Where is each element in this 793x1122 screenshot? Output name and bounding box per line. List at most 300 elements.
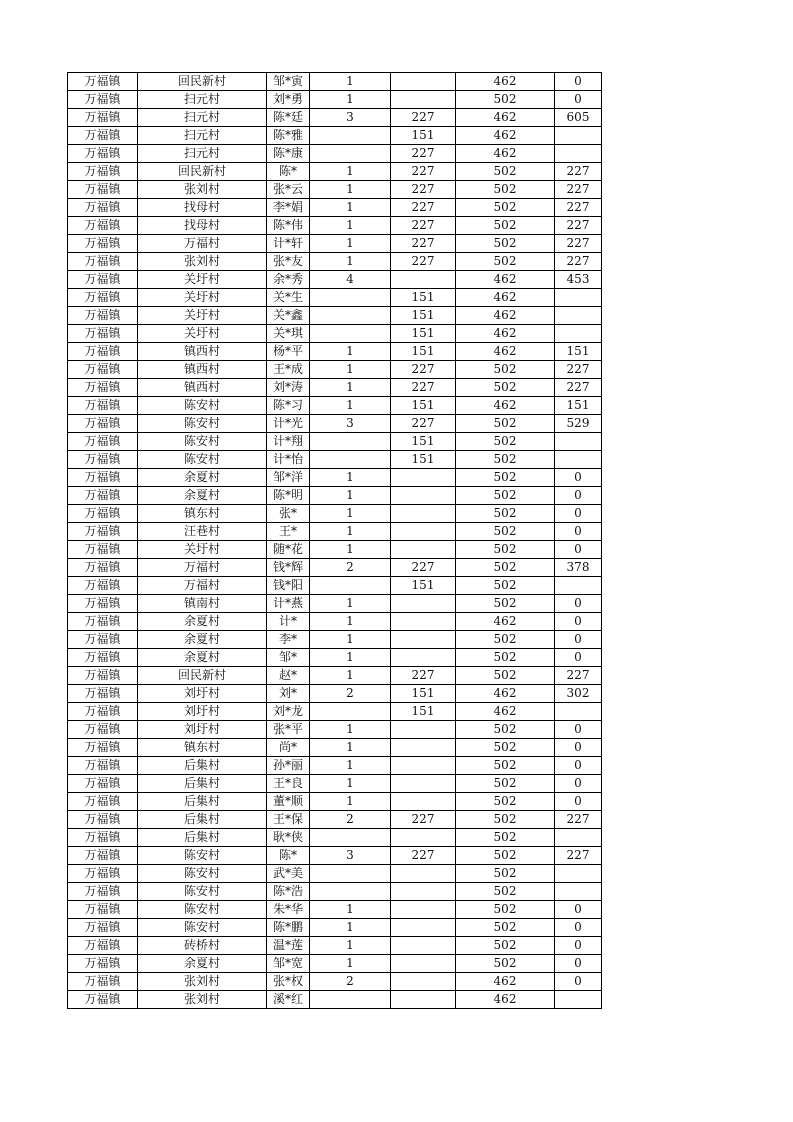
cell-name: 陈*明 [267,487,310,505]
cell-value-b: 462 [456,73,555,91]
cell-value-a: 151 [391,451,456,469]
cell-value-b: 502 [456,523,555,541]
cell-total: 0 [555,91,602,109]
cell-name: 关*生 [267,289,310,307]
cell-value-b: 502 [456,91,555,109]
cell-count: 1 [310,955,391,973]
cell-village: 后集村 [138,775,267,793]
cell-count: 1 [310,595,391,613]
cell-village: 关圩村 [138,271,267,289]
cell-total: 0 [555,739,602,757]
table-row [68,145,602,163]
table-row [68,541,602,559]
cell-town: 万福镇 [68,523,138,541]
cell-value-b: 502 [456,379,555,397]
cell-total: 302 [555,685,602,703]
table-row [68,487,602,505]
cell-town: 万福镇 [68,379,138,397]
table-row [68,163,602,181]
cell-total [555,865,602,883]
cell-town: 万福镇 [68,235,138,253]
cell-village: 余夏村 [138,487,267,505]
cell-value-b: 462 [456,685,555,703]
cell-total: 227 [555,235,602,253]
cell-name: 计*燕 [267,595,310,613]
cell-value-a [391,937,456,955]
cell-name: 张*友 [267,253,310,271]
cell-village: 回民新村 [138,163,267,181]
cell-name: 赵* [267,667,310,685]
cell-value-a [391,73,456,91]
cell-count: 3 [310,415,391,433]
cell-town: 万福镇 [68,325,138,343]
cell-count: 1 [310,397,391,415]
cell-value-b: 502 [456,847,555,865]
cell-town: 万福镇 [68,577,138,595]
cell-value-b: 502 [456,469,555,487]
table-row [68,199,602,217]
cell-town: 万福镇 [68,595,138,613]
cell-name: 钱*阳 [267,577,310,595]
cell-village: 后集村 [138,757,267,775]
cell-village: 镇东村 [138,505,267,523]
table-row [68,73,602,91]
cell-value-a: 151 [391,307,456,325]
cell-value-a: 227 [391,559,456,577]
cell-value-b: 502 [456,451,555,469]
cell-value-b: 502 [456,883,555,901]
cell-value-b: 502 [456,595,555,613]
cell-name: 张*云 [267,181,310,199]
cell-town: 万福镇 [68,793,138,811]
cell-total: 0 [555,721,602,739]
cell-value-a [391,91,456,109]
cell-total: 0 [555,505,602,523]
cell-value-a: 227 [391,847,456,865]
cell-count: 2 [310,685,391,703]
cell-count: 3 [310,847,391,865]
cell-count: 1 [310,793,391,811]
cell-name: 温*莲 [267,937,310,955]
cell-value-a [391,271,456,289]
cell-name: 陈*廷 [267,109,310,127]
cell-count: 1 [310,901,391,919]
cell-village: 扫元村 [138,91,267,109]
cell-name: 随*花 [267,541,310,559]
cell-value-a: 227 [391,199,456,217]
cell-total [555,289,602,307]
cell-village: 关圩村 [138,325,267,343]
cell-town: 万福镇 [68,127,138,145]
cell-name: 刘*涛 [267,379,310,397]
cell-village: 张刘村 [138,973,267,991]
cell-value-a [391,505,456,523]
cell-name: 陈*浩 [267,883,310,901]
table-row [68,469,602,487]
cell-town: 万福镇 [68,613,138,631]
cell-name: 孙*丽 [267,757,310,775]
cell-value-a [391,487,456,505]
cell-value-b: 502 [456,829,555,847]
cell-count: 1 [310,73,391,91]
cell-village: 余夏村 [138,649,267,667]
cell-village: 镇西村 [138,379,267,397]
cell-town: 万福镇 [68,919,138,937]
cell-town: 万福镇 [68,181,138,199]
table-row [68,919,602,937]
cell-village: 万福村 [138,577,267,595]
cell-town: 万福镇 [68,631,138,649]
cell-count: 1 [310,235,391,253]
cell-count: 1 [310,541,391,559]
cell-count: 1 [310,757,391,775]
cell-value-b: 502 [456,757,555,775]
cell-count [310,289,391,307]
cell-value-b: 502 [456,199,555,217]
cell-village: 回民新村 [138,667,267,685]
cell-value-b: 502 [456,181,555,199]
cell-value-a [391,973,456,991]
cell-total: 151 [555,397,602,415]
cell-count [310,433,391,451]
cell-village: 后集村 [138,811,267,829]
cell-value-b: 502 [456,955,555,973]
cell-town: 万福镇 [68,289,138,307]
cell-village: 张刘村 [138,253,267,271]
cell-total [555,451,602,469]
cell-total [555,145,602,163]
cell-village: 余夏村 [138,631,267,649]
cell-total: 378 [555,559,602,577]
cell-value-a: 227 [391,235,456,253]
cell-count: 1 [310,343,391,361]
cell-name: 刘*龙 [267,703,310,721]
cell-value-b: 462 [456,109,555,127]
cell-total: 529 [555,415,602,433]
cell-value-b: 502 [456,361,555,379]
cell-name: 刘*勇 [267,91,310,109]
cell-town: 万福镇 [68,721,138,739]
cell-count: 1 [310,631,391,649]
cell-count: 2 [310,811,391,829]
cell-value-b: 502 [456,217,555,235]
cell-village: 陈安村 [138,847,267,865]
cell-count: 3 [310,109,391,127]
cell-value-b: 462 [456,973,555,991]
cell-town: 万福镇 [68,271,138,289]
cell-value-b: 502 [456,163,555,181]
cell-count: 1 [310,739,391,757]
cell-total: 227 [555,163,602,181]
cell-value-b: 462 [456,271,555,289]
cell-total: 0 [555,901,602,919]
cell-value-b: 502 [456,721,555,739]
table-row [68,865,602,883]
cell-count [310,703,391,721]
cell-total: 0 [555,73,602,91]
cell-town: 万福镇 [68,469,138,487]
cell-count: 2 [310,973,391,991]
cell-total: 0 [555,973,602,991]
cell-total: 605 [555,109,602,127]
cell-town: 万福镇 [68,883,138,901]
cell-count: 1 [310,649,391,667]
cell-town: 万福镇 [68,199,138,217]
cell-town: 万福镇 [68,685,138,703]
cell-town: 万福镇 [68,703,138,721]
cell-name: 计*翔 [267,433,310,451]
cell-value-a: 151 [391,703,456,721]
cell-town: 万福镇 [68,865,138,883]
cell-value-a [391,631,456,649]
table-row [68,973,602,991]
cell-value-b: 462 [456,325,555,343]
cell-total: 0 [555,955,602,973]
cell-value-a: 227 [391,145,456,163]
cell-count: 1 [310,775,391,793]
cell-value-a: 151 [391,685,456,703]
cell-name: 邹*寅 [267,73,310,91]
cell-value-a [391,793,456,811]
cell-village: 陈安村 [138,415,267,433]
cell-name: 陈* [267,163,310,181]
cell-count: 1 [310,361,391,379]
cell-value-b: 462 [456,343,555,361]
cell-town: 万福镇 [68,109,138,127]
table-row [68,451,602,469]
cell-total: 0 [555,757,602,775]
cell-village: 镇西村 [138,361,267,379]
table-row [68,361,602,379]
cell-town: 万福镇 [68,217,138,235]
cell-town: 万福镇 [68,757,138,775]
cell-name: 钱*辉 [267,559,310,577]
cell-name: 关*琪 [267,325,310,343]
cell-value-b: 502 [456,577,555,595]
table-row [68,181,602,199]
cell-village: 万福村 [138,559,267,577]
cell-name: 计*轩 [267,235,310,253]
table-row [68,613,602,631]
cell-total: 0 [555,613,602,631]
cell-village: 扫元村 [138,145,267,163]
cell-value-b: 462 [456,397,555,415]
cell-count: 2 [310,559,391,577]
cell-name: 溪*红 [267,991,310,1009]
cell-town: 万福镇 [68,811,138,829]
cell-value-a [391,613,456,631]
cell-count [310,883,391,901]
cell-value-a: 227 [391,163,456,181]
cell-name: 陈*雅 [267,127,310,145]
cell-village: 关圩村 [138,541,267,559]
cell-count: 1 [310,199,391,217]
cell-total: 227 [555,253,602,271]
cell-value-b: 502 [456,505,555,523]
cell-value-b: 462 [456,289,555,307]
cell-value-b: 502 [456,649,555,667]
cell-total: 0 [555,523,602,541]
cell-town: 万福镇 [68,541,138,559]
cell-town: 万福镇 [68,163,138,181]
table-row [68,253,602,271]
cell-count: 1 [310,217,391,235]
cell-total [555,307,602,325]
cell-town: 万福镇 [68,91,138,109]
cell-count: 4 [310,271,391,289]
cell-value-b: 462 [456,307,555,325]
cell-value-a [391,829,456,847]
cell-town: 万福镇 [68,433,138,451]
cell-town: 万福镇 [68,829,138,847]
cell-value-a [391,649,456,667]
cell-village: 张刘村 [138,181,267,199]
cell-town: 万福镇 [68,667,138,685]
cell-total: 227 [555,667,602,685]
cell-total: 0 [555,919,602,937]
cell-village: 刘圩村 [138,721,267,739]
cell-village: 刘圩村 [138,685,267,703]
cell-total [555,991,602,1009]
cell-count: 1 [310,181,391,199]
cell-value-b: 502 [456,541,555,559]
cell-value-a [391,739,456,757]
cell-total [555,703,602,721]
cell-value-a: 227 [391,253,456,271]
table-row [68,775,602,793]
cell-value-b: 462 [456,127,555,145]
cell-town: 万福镇 [68,361,138,379]
cell-value-a [391,757,456,775]
cell-village: 万福村 [138,235,267,253]
table-row [68,883,602,901]
cell-village: 陈安村 [138,433,267,451]
cell-count: 1 [310,379,391,397]
cell-village: 后集村 [138,793,267,811]
table-row [68,379,602,397]
cell-count [310,829,391,847]
cell-value-a: 227 [391,811,456,829]
cell-count: 1 [310,937,391,955]
cell-value-a [391,523,456,541]
cell-value-a [391,775,456,793]
cell-value-b: 502 [456,559,555,577]
cell-count: 1 [310,721,391,739]
table-row [68,325,602,343]
cell-count: 1 [310,523,391,541]
cell-value-b: 502 [456,901,555,919]
cell-value-a: 227 [391,181,456,199]
cell-value-b: 462 [456,613,555,631]
cell-total [555,829,602,847]
table-row [68,901,602,919]
cell-value-a: 151 [391,433,456,451]
cell-total: 0 [555,775,602,793]
cell-value-a [391,955,456,973]
cell-village: 陈安村 [138,397,267,415]
cell-name: 关*鑫 [267,307,310,325]
table-row [68,559,602,577]
cell-name: 陈* [267,847,310,865]
cell-total: 0 [555,595,602,613]
cell-town: 万福镇 [68,937,138,955]
cell-total: 0 [555,631,602,649]
cell-town: 万福镇 [68,343,138,361]
cell-total: 227 [555,379,602,397]
cell-value-a: 151 [391,397,456,415]
cell-town: 万福镇 [68,307,138,325]
cell-village: 找母村 [138,199,267,217]
table-row [68,937,602,955]
cell-total: 0 [555,469,602,487]
cell-total [555,127,602,145]
cell-value-a: 151 [391,127,456,145]
cell-value-a: 151 [391,325,456,343]
cell-value-a: 227 [391,361,456,379]
cell-count: 1 [310,667,391,685]
cell-name: 邹* [267,649,310,667]
cell-count: 1 [310,253,391,271]
cell-value-b: 502 [456,487,555,505]
cell-value-b: 502 [456,433,555,451]
cell-village: 陈安村 [138,865,267,883]
cell-value-b: 462 [456,145,555,163]
cell-name: 王*成 [267,361,310,379]
cell-total: 0 [555,937,602,955]
cell-name: 陈*鹏 [267,919,310,937]
cell-town: 万福镇 [68,739,138,757]
cell-name: 董*顺 [267,793,310,811]
cell-total: 0 [555,541,602,559]
cell-value-b: 502 [456,775,555,793]
cell-total: 227 [555,199,602,217]
cell-town: 万福镇 [68,487,138,505]
cell-count: 1 [310,613,391,631]
cell-value-b: 502 [456,919,555,937]
cell-value-a: 227 [391,415,456,433]
cell-town: 万福镇 [68,955,138,973]
cell-value-b: 502 [456,631,555,649]
cell-town: 万福镇 [68,775,138,793]
data-table [67,72,602,1009]
cell-value-a [391,469,456,487]
cell-village: 镇西村 [138,343,267,361]
table-row [68,631,602,649]
cell-village: 余夏村 [138,955,267,973]
cell-village: 砖桥村 [138,937,267,955]
cell-name: 王*保 [267,811,310,829]
table-row [68,955,602,973]
cell-village: 汪巷村 [138,523,267,541]
cell-village: 关圩村 [138,307,267,325]
cell-value-b: 502 [456,235,555,253]
cell-total: 227 [555,847,602,865]
cell-name: 朱*华 [267,901,310,919]
cell-total: 227 [555,811,602,829]
cell-count: 1 [310,505,391,523]
cell-total: 151 [555,343,602,361]
table-row [68,685,602,703]
table-row [68,667,602,685]
cell-name: 张* [267,505,310,523]
table-row [68,523,602,541]
cell-town: 万福镇 [68,145,138,163]
cell-name: 计* [267,613,310,631]
cell-village: 扫元村 [138,127,267,145]
cell-name: 邹*洋 [267,469,310,487]
cell-name: 余*秀 [267,271,310,289]
cell-count [310,307,391,325]
